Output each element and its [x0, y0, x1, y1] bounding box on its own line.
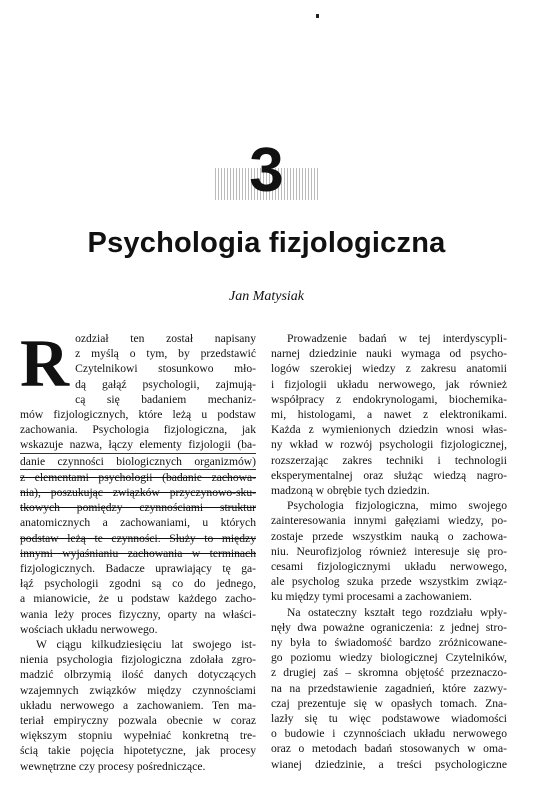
- text-line: zainteresowania innymi gałęziami wiedzy, po-: [271, 514, 507, 528]
- text-line: lazły się tu więc podstawowe wiadomości: [271, 712, 507, 726]
- text-line: niu. Neurofizjolog również interesuje się pro-: [271, 544, 507, 558]
- text-line: nienia psychologia fizjologiczna zdołała zgro-: [20, 653, 256, 667]
- text-line: i fizjologii układu nerwowego, jak również: [271, 377, 507, 391]
- chapter-title: Psychologia fizjologiczna: [87, 227, 446, 259]
- text-line: czaj prezentuje się w opasłych tomach. Zna-: [271, 696, 507, 710]
- text-line: dą gałąź psychologii, zajmują-: [75, 377, 256, 391]
- text-line: nia), poszukując związków przyczynowo-sku-: [20, 486, 256, 500]
- text-line: wianej dziedzinie, a treści psychologiczne: [271, 757, 507, 771]
- text-line: teriał empiryczny pozwala obecnie w coraz: [20, 714, 256, 728]
- text-line: Na ostateczny kształt tego rozdziału wpły-: [287, 605, 507, 619]
- text-line: oraz o metodach badań stosowanych w oma-: [271, 742, 507, 756]
- right-column: [271, 331, 507, 772]
- text-line: wewnętrzne czy procesy pośredniczące.: [20, 759, 206, 773]
- paragraph-history: [20, 637, 256, 774]
- text-line: tkowych pomiędzy czynnościami struktur: [20, 501, 256, 515]
- text-line: Czytelnikowi stosunkowo mło-: [75, 362, 256, 376]
- printer-mark: [316, 14, 319, 18]
- text-line: ścią takie pojęcia hipotetyczne, jak procesy: [20, 744, 256, 758]
- text-line: z elementami psychologii (badanie zachowa-: [20, 470, 256, 484]
- paragraph-behavior: [271, 498, 507, 604]
- text-line: z myślą o tym, by przedstawić: [75, 347, 256, 361]
- text-line: ny była to świadomość bardzo zróżnicowane-: [271, 636, 507, 650]
- text-line: wościach układu nerwowego.: [20, 622, 158, 636]
- text-line: zachowania. Psychologia fizjologiczna, jak: [20, 423, 256, 437]
- text-line: o budowie i czynnościach układu nerwowego: [271, 727, 507, 741]
- text-line: rozszerzając zakres techniki i technologii: [271, 453, 507, 467]
- paragraph-interdisciplinary: [271, 331, 507, 498]
- text-line: nęły dwa poważne ograniczenia: z jednej stro-: [271, 620, 507, 634]
- chapter-author: Jan Matysiak: [228, 289, 305, 304]
- chapter-number: 3: [0, 138, 533, 204]
- text-line: na na przedstawienie zagadnień, które zazwy-: [271, 681, 507, 695]
- text-line: wskazuje nazwa, łączy elementy fizjologii (ba-: [20, 437, 256, 453]
- text-line: Prowadzenie badań w tej interdyscypli-: [287, 332, 507, 345]
- text-line: cą się badaniem mechaniz-: [75, 392, 256, 406]
- paragraph-intro: [20, 325, 256, 637]
- text-line: fizjologicznych. Badacze uprawiający tę ga-: [20, 562, 256, 576]
- text-line: danie czynności biologicznych organizmów): [20, 454, 256, 470]
- text-line: Psychologia fizjologiczna, mimo swojego: [287, 499, 507, 513]
- text-line: łąź psychologii zgodni są co do jednego,: [20, 577, 256, 591]
- text-line: narnej dziedzinie nauki wymaga od psycho-: [271, 347, 507, 361]
- text-line: innymi wyjaśnianiu zachowania w terminach: [20, 546, 256, 560]
- text-line: eksperymentalnej oraz służąc wiedzą nagro-: [271, 468, 507, 482]
- text-line: wzajemnych związków między czynnościami: [20, 683, 256, 697]
- text-line: a mianowicie, że u podstaw każdego zacho-: [20, 592, 256, 606]
- text-line: ny wkład w rozwój psychologii fizjologicznej,: [271, 438, 507, 452]
- text-line: madzić olbrzymią ilość danych dotyczących: [20, 668, 256, 682]
- text-line: logów szerokiej wiedzy z zakresu anatomii: [271, 362, 507, 376]
- text-line: Każda z wymienionych dziedzin wnosi włas-: [271, 423, 507, 437]
- text-line: współpracy z endokrynologami, biochemika-: [271, 392, 507, 406]
- text-line: mów fizjologicznych, które leżą u podstaw: [20, 408, 256, 422]
- text-line: ozdział ten został napisany: [75, 332, 256, 345]
- text-line: W ciągu kilkudziesięciu lat swojego ist-: [36, 638, 256, 652]
- text-line: układu nerwowego a zachowaniem. Ten ma-: [20, 698, 256, 712]
- text-line: z drugiej zaś – skromna objętość przeznaczo-: [271, 666, 507, 680]
- paragraph-limitations: [271, 605, 507, 772]
- drop-cap: R: [20, 325, 70, 401]
- text-line: anatomicznych a zachowaniami, u których: [20, 516, 256, 530]
- text-line: madzoną w obrębie tych dziedzin.: [271, 484, 430, 498]
- text-line: go poziomu wiedzy biologicznej Czytelników,: [271, 651, 507, 665]
- text-line: ku między tymi procesami a zachowaniem.: [271, 590, 472, 604]
- text-line: podstaw leżą te czynności. Służy to między: [20, 531, 256, 545]
- text-line: wania leży proces fizyczny, oparty na właści-: [20, 607, 256, 621]
- text-line: cesami fizjologicznymi układu nerwowego,: [271, 560, 507, 574]
- text-line: mi, histologami, a nawet z elektronikami.: [271, 408, 507, 422]
- text-line: większym stopniu wypełniać konkretną tre-: [20, 729, 256, 743]
- left-column: [20, 325, 256, 774]
- text-line: ale psycholog szuka przede wszystkim związ-: [271, 575, 507, 589]
- text-line: zostaje przede wszystkim nauką o zachowa-: [271, 529, 507, 543]
